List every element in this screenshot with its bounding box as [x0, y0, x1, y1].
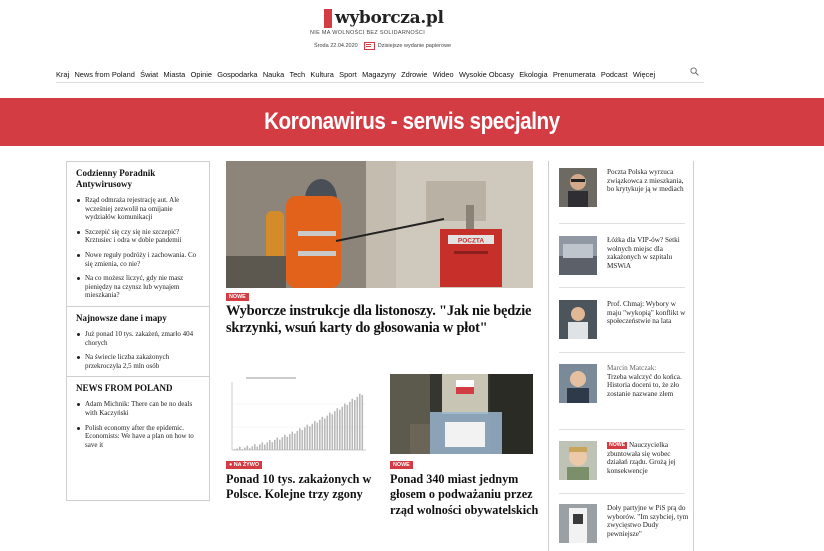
chart-thumbnail-bar	[349, 402, 351, 450]
thumbnail	[559, 441, 597, 480]
chart-thumbnail-bar	[247, 446, 249, 450]
divider	[559, 223, 685, 224]
list-item[interactable]: Na świecie liczba zakażonych przekroczyła 2,5 mln osób	[76, 353, 200, 370]
infections-chart-thumbnail	[226, 374, 369, 454]
chart-thumbnail-bar	[284, 435, 286, 450]
chart-thumbnail-bar	[317, 423, 319, 450]
story2-image[interactable]	[226, 374, 369, 454]
item-text	[607, 364, 691, 399]
nav-item[interactable]: Wideo	[432, 69, 454, 79]
search-icon[interactable]	[690, 67, 699, 76]
chart-thumbnail-bar	[244, 448, 246, 450]
divider	[559, 493, 685, 494]
nav-item[interactable]: Miasta	[163, 69, 186, 79]
new-badge: NOWE	[390, 461, 413, 469]
author-name: Marcin Matczak:	[607, 364, 657, 372]
chart-thumbnail-bar	[339, 410, 341, 450]
nav-item[interactable]: Więcej	[632, 69, 656, 79]
chart-thumbnail-bar	[324, 418, 326, 450]
new-badge: NOWE	[226, 293, 249, 301]
list-item[interactable]: Polish economy after the epidemic. Economists: We have a plan on how to save it	[76, 424, 200, 450]
thumbnail	[559, 364, 597, 403]
nav-item[interactable]: News from Poland	[74, 69, 135, 79]
chart-thumbnail-bar	[279, 440, 281, 450]
chart-thumbnail-bar	[302, 430, 304, 450]
nav-item[interactable]: Kraj	[56, 69, 70, 79]
chart-thumbnail-bar	[307, 425, 309, 450]
chart-thumbnail-bar	[322, 417, 324, 450]
nav-item[interactable]: Sport	[339, 69, 357, 79]
chart-thumbnail-bar	[304, 427, 306, 450]
section-title[interactable]: Najnowsze dane i mapy	[76, 312, 167, 323]
chart-thumbnail-bar	[237, 448, 239, 450]
chart-thumbnail-bar	[262, 442, 264, 450]
nav-item[interactable]: Tech	[289, 69, 306, 79]
left-sidebar-box	[66, 161, 210, 501]
item-text-body: Trzeba walczyć do końca. Historia doceni to, że zło zostanie nazwane złem	[607, 372, 682, 399]
new-badge: NOWE	[609, 442, 626, 448]
chart-thumbnail-bar	[347, 405, 349, 450]
thumbnail	[559, 236, 597, 275]
list-item[interactable]: Nowe reguły podróży i zachowania. Co się zmienia, co nie?	[76, 251, 200, 268]
chart-thumbnail-bar	[359, 394, 361, 450]
postman-disinfection-photo	[226, 161, 533, 288]
nav-item[interactable]: Wysokie Obcasy	[458, 69, 514, 79]
chart-thumbnail-bar	[297, 431, 299, 450]
chart-thumbnail-bar	[299, 428, 301, 450]
chart-thumbnail-bar	[342, 407, 344, 450]
chart-thumbnail-bar	[329, 413, 331, 450]
story3-title[interactable]: Ponad 340 miast jednym głosem o podważaniu przez rząd wolności obywatelskich	[390, 472, 539, 517]
dateline	[314, 42, 451, 50]
postbox-sign: POCZTA	[457, 237, 485, 245]
chart-thumbnail-bar	[292, 432, 294, 450]
chart-thumbnail-bar	[314, 421, 316, 450]
thumbnail	[559, 300, 597, 339]
story3-image[interactable]	[390, 374, 533, 454]
logo-text: wyborcza.pl	[335, 8, 444, 28]
chart-thumbnail-bar	[259, 444, 261, 450]
thumbnail	[559, 168, 597, 207]
chart-thumbnail-bar	[287, 437, 289, 450]
item-text-body: Nauczycielka zbuntowała się wobec działań rządu. Grożą jej konsekwencje	[607, 441, 676, 476]
tagline: NIE MA WOLNOŚCI BEZ SOLIDARNOŚCI	[310, 30, 426, 36]
chart-thumbnail-bar	[277, 438, 279, 450]
section-title[interactable]: Codzienny Poradnik Antywirusowy	[76, 168, 156, 189]
nav-item[interactable]: Magazyny	[362, 69, 396, 79]
item-text: Łóżka dla VIP-ów? Setki wolnych miejsc dla zakażonych w szpitalu MSWiA	[607, 236, 680, 271]
nav-item[interactable]: Opinie	[190, 69, 212, 79]
nav-item[interactable]: Podcast	[600, 69, 628, 79]
nav-item[interactable]: Zdrowie	[401, 69, 428, 79]
nav-item[interactable]: Ekologia	[519, 69, 548, 79]
lead-story-title[interactable]: Wyborcze instrukcje dla listonoszy. "Jak nie będzie skrzynki, wsuń karty do głosowania w płot"	[226, 303, 532, 336]
chart-thumbnail-bar	[352, 399, 354, 450]
chart-thumbnail-bar	[274, 440, 276, 450]
nav-item[interactable]: Świat	[140, 69, 159, 79]
lead-story-image[interactable]	[226, 161, 533, 288]
right-column	[548, 161, 694, 551]
item-text: Prof. Chmaj: Wybory w maju "wykopią" konflikt w społeczeństwie na lata	[607, 300, 686, 326]
date: Środa 22.04.2020	[314, 43, 358, 49]
chart-thumbnail-bar	[312, 424, 314, 450]
list-item[interactable]: Już ponad 10 tys. zakażeń, zmarło 404 chorych	[76, 330, 200, 347]
chart-thumbnail-bar	[362, 395, 364, 450]
chart-thumbnail-bar	[334, 411, 336, 450]
chart-thumbnail-bar	[234, 449, 236, 450]
coronavirus-banner[interactable]	[0, 98, 824, 146]
chart-thumbnail-bar	[257, 447, 259, 450]
chart-thumbnail-bar	[294, 434, 296, 450]
newspaper-icon	[364, 42, 375, 50]
nav-item[interactable]: Kultura	[310, 69, 334, 79]
item-text: Poczta Polska wyrzuca związkowca z mieszkania, bo krytykuje ją w mediach	[607, 168, 684, 194]
chart-thumbnail-bar	[344, 404, 346, 450]
item-text: Doły partyjne w PiS prą do wyborów. "Im szybciej, tym zwycięstwo Dudy pewniejsze"	[607, 504, 689, 539]
ballot-box-photo	[390, 374, 533, 454]
list-item[interactable]: Adam Michnik: There can be no deals with Kaczyński	[76, 400, 200, 417]
chart-thumbnail-bar	[354, 400, 356, 450]
chart-thumbnail-bar	[309, 426, 311, 450]
chart-thumbnail-bar	[252, 446, 254, 450]
chart-thumbnail-bar	[357, 397, 359, 450]
logo-mark	[324, 9, 332, 28]
section-news-from-poland	[67, 377, 209, 449]
chart-thumbnail-bar	[242, 449, 244, 450]
list-item[interactable]: Na co możesz liczyć, gdy nie masz pieniędzy na czynsz lub wynajem mieszkania?	[76, 274, 200, 300]
story2-title[interactable]: Ponad 10 tys. zakażonych w Polsce. Kolejne trzy zgony	[226, 472, 372, 502]
divider	[559, 429, 685, 430]
site-logo[interactable]	[324, 7, 444, 29]
divider	[559, 287, 685, 288]
divider	[559, 352, 685, 353]
chart-thumbnail-bar	[254, 444, 256, 450]
chart-thumbnail-bar	[332, 414, 334, 450]
chart-thumbnail-bar	[264, 445, 266, 450]
banner-title: Koronawirus - serwis specjalny	[264, 108, 560, 135]
chart-thumbnail-bar	[267, 442, 269, 450]
list-item[interactable]: Rząd odmraża rejestrację aut. Ale wcześniej zezwolił na omijanie wydziałów komunikacji	[76, 196, 200, 222]
chart-thumbnail-bar	[337, 408, 339, 450]
chart-thumbnail-bar	[327, 416, 329, 450]
chart-thumbnail-bar	[272, 442, 274, 450]
section-dane	[67, 307, 209, 370]
item-text	[607, 441, 691, 476]
chart-thumbnail-bar	[249, 448, 251, 450]
chart-thumbnail-bar	[319, 420, 321, 450]
main-nav	[56, 66, 704, 82]
chart-thumbnail-bar	[282, 437, 284, 450]
live-badge: ● NA ŻYWO	[226, 461, 262, 469]
thumbnail	[559, 504, 597, 543]
paper-edition-link[interactable]	[364, 42, 451, 50]
paper-edition-label: Dzisiejsze wydanie papierowe	[377, 43, 452, 49]
nav-item[interactable]: Nauka	[262, 69, 285, 79]
list-item[interactable]: Szczepić się czy się nie szczepić? Krztusiec i odra w dobie pandemii	[76, 228, 200, 245]
chart-thumbnail-bar	[239, 447, 241, 450]
nav-item[interactable]: Prenumerata	[552, 69, 596, 79]
nav-item[interactable]: Gospodarka	[217, 69, 258, 79]
nav-divider	[56, 82, 704, 83]
section-poradnik	[67, 162, 209, 300]
section-title[interactable]: NEWS FROM POLAND	[76, 383, 173, 394]
chart-thumbnail-bar	[289, 434, 291, 450]
chart-thumbnail-bar	[269, 440, 271, 450]
